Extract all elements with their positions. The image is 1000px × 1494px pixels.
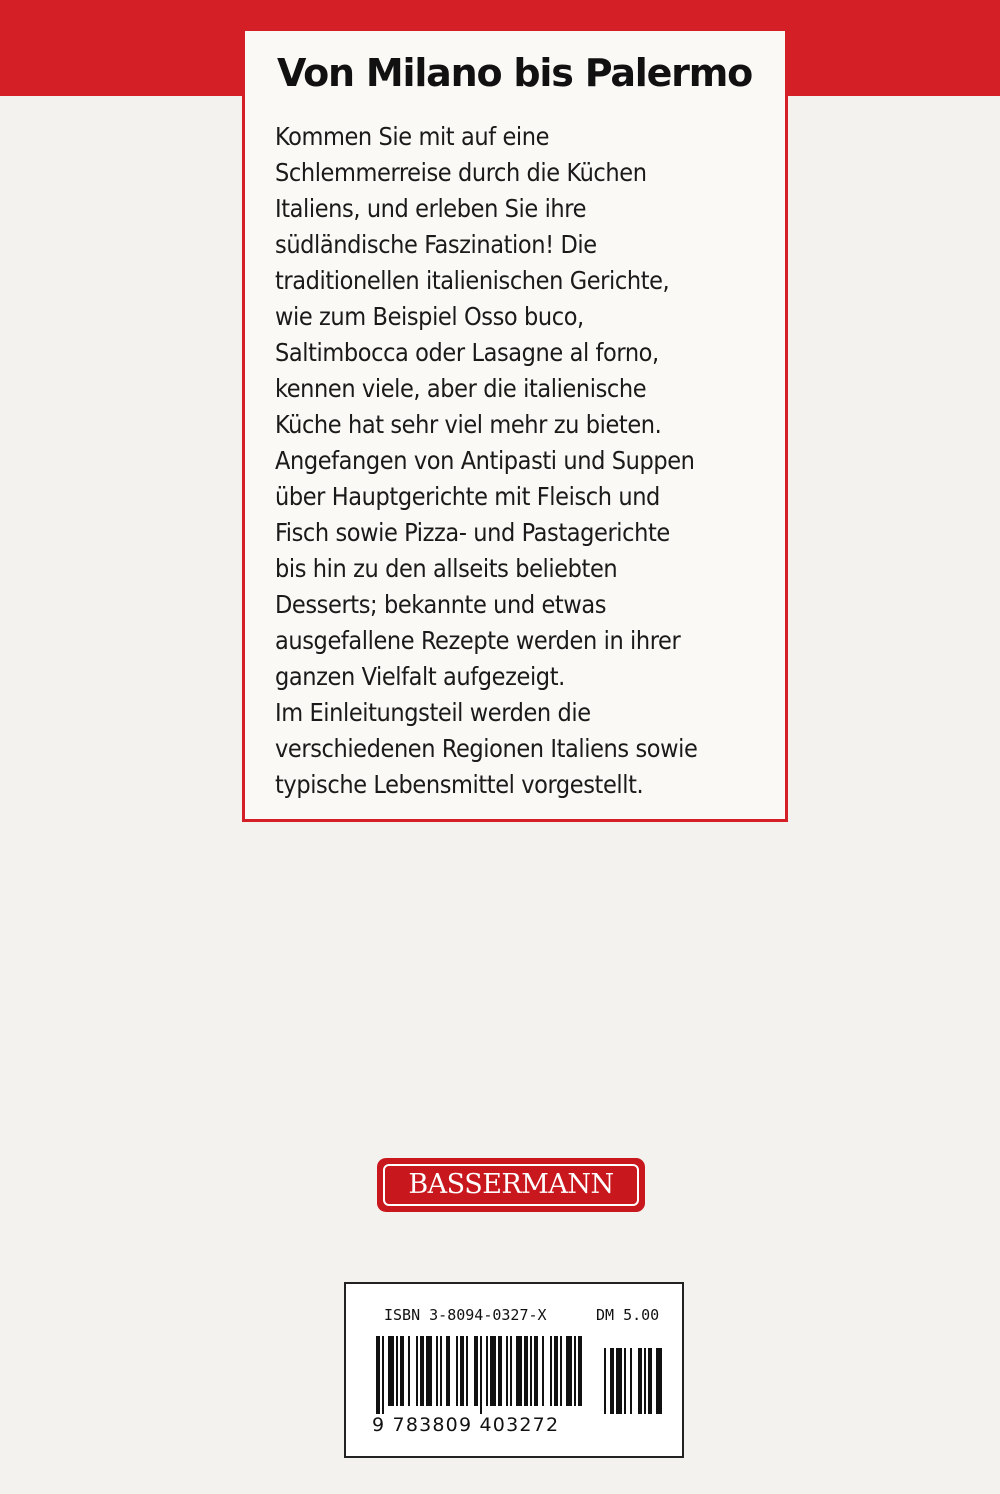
barcode-bar [456, 1336, 458, 1406]
blurb-line: Fisch sowie Pizza- und Pastagerichte [275, 518, 670, 547]
barcode-bar [530, 1336, 532, 1406]
barcode-bar [486, 1336, 488, 1406]
barcode-bar [542, 1336, 544, 1406]
barcode-bar [420, 1336, 424, 1406]
barcode-bar [408, 1336, 410, 1406]
blurb-line: typische Lebensmittel vorgestellt. [275, 770, 644, 799]
barcode-bar [560, 1336, 562, 1406]
barcode-addon-bar [630, 1348, 632, 1414]
barcode-bar [466, 1336, 468, 1406]
barcode-bar [436, 1336, 438, 1406]
price: DM 5.00 [596, 1306, 660, 1324]
barcode-bar [554, 1336, 558, 1406]
barcode-addon-bar [616, 1348, 622, 1414]
blurb-line: Kommen Sie mit auf eine [275, 122, 550, 151]
blurb-line: verschiedenen Regionen Italiens sowie [275, 734, 698, 763]
barcode-bar [490, 1336, 496, 1406]
barcode-bar [376, 1336, 380, 1414]
book-title: Von Milano bis Palermo [277, 51, 753, 95]
barcode-addon-bar [644, 1348, 646, 1414]
publisher-logo [377, 1158, 645, 1212]
barcode-bar [574, 1336, 576, 1406]
blurb-line: Italiens, und erleben Sie ihre [275, 194, 587, 223]
barcode-bar [506, 1336, 508, 1406]
blurb-line: Im Einleitungsteil werden die [275, 698, 591, 727]
barcode-bar [566, 1336, 572, 1406]
ean-number: 9 783809 403272 [372, 1414, 560, 1436]
barcode-bar [516, 1336, 522, 1406]
barcode-label [344, 1282, 684, 1458]
barcode-bar [446, 1336, 450, 1406]
blurb-line: Saltimbocca oder Lasagne al forno, [275, 338, 659, 367]
blurb-line: Desserts; bekannte und etwas [275, 590, 607, 619]
barcode-bar [550, 1336, 552, 1406]
blurb-line: Angefangen von Antipasti und Suppen [275, 446, 695, 475]
blurb-line: bis hin zu den allseits beliebten [275, 554, 618, 583]
barcode-bar [534, 1336, 538, 1406]
barcode-bar [578, 1336, 582, 1406]
barcode-addon-bar [610, 1348, 614, 1414]
barcode-bar [460, 1336, 464, 1406]
blurb-line: kennen viele, aber die italienische [275, 374, 647, 403]
blurb-box [242, 28, 788, 822]
blurb-line: über Hauptgerichte mit Fleisch und [275, 482, 660, 511]
blurb-line: wie zum Beispiel Osso buco, [275, 302, 584, 331]
blurb-line: traditionellen italienischen Gerichte, [275, 266, 670, 295]
barcode-bar [396, 1336, 398, 1406]
barcode-bar [524, 1336, 528, 1406]
barcode-addon-bar [604, 1348, 606, 1414]
barcode-bar [426, 1336, 432, 1406]
barcode-bar [498, 1336, 502, 1406]
barcode-bar [474, 1336, 478, 1406]
blurb-line: ausgefallene Rezepte werden in ihrer [275, 626, 681, 655]
blurb-line: Schlemmerreise durch die Küchen [275, 158, 647, 187]
barcode-addon-bar [624, 1348, 626, 1414]
blurb-text [275, 119, 697, 803]
blurb-line: ganzen Vielfalt aufgezeigt. [275, 662, 565, 691]
barcode-addon-bar [638, 1348, 642, 1414]
barcode-bar [400, 1336, 404, 1406]
isbn-number: ISBN 3-8094-0327-X [384, 1306, 547, 1324]
barcode-bar [416, 1336, 418, 1406]
blurb-line: südländische Faszination! Die [275, 230, 597, 259]
barcode-bar [510, 1336, 512, 1406]
barcode-bar [440, 1336, 442, 1406]
barcode-bar [388, 1336, 394, 1406]
blurb-line: Küche hat sehr viel mehr zu bieten. [275, 410, 662, 439]
barcode-icon [376, 1336, 662, 1414]
barcode-addon-bar [656, 1348, 662, 1414]
barcode-addon-bar [648, 1348, 652, 1414]
barcode-bar [382, 1336, 384, 1414]
publisher-name: BASSERMANN [408, 1169, 614, 1200]
barcode-bar [480, 1336, 482, 1414]
